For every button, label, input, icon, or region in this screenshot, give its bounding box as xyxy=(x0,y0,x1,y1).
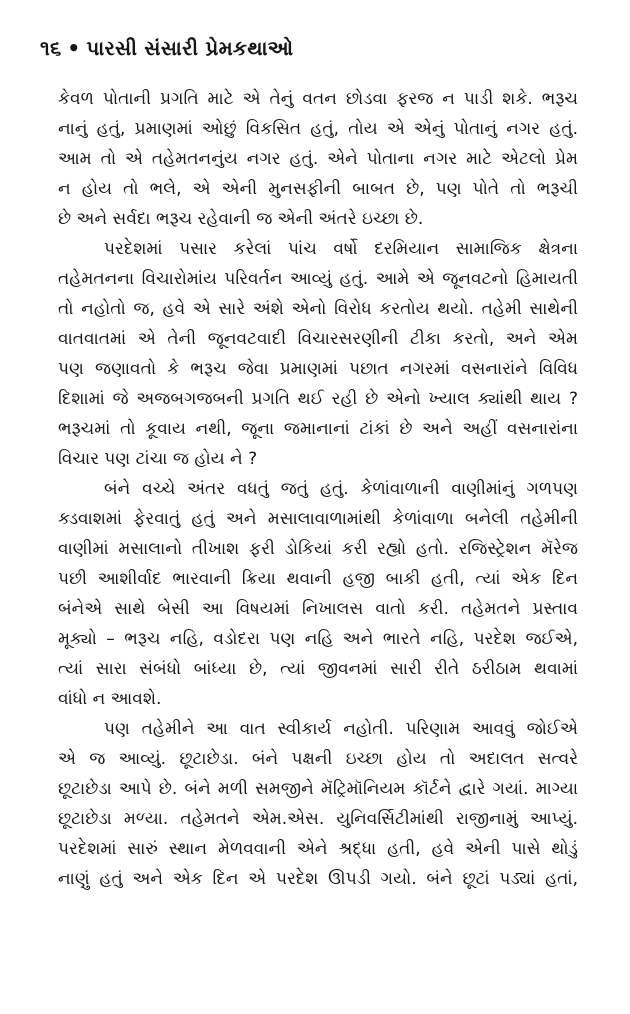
text-line: છૂટાછેડા આપે છે. બંને મળી સમજીને મૅટ્રિમૉનિયમ કૉર્ટને દ્વારે ગયાં. માગ્યા xyxy=(58,779,578,799)
text-line: પરદેશમાં સારું સ્થાન મેળવવાની એને શ્રદ્ધા હતી, હવે એની પાસે થોડું xyxy=(58,839,578,859)
page-number: ૧૬ xyxy=(40,36,62,60)
text-line: નાણું હતું અને એક દિન એ પરદેશ ઊપડી ગયો. બંને છૂટાં પડ્યાં હતાં, xyxy=(58,869,578,889)
text-line: બંનેએ સાથે બેસી આ વિષયમાં નિખાલસ વાતો કરી. તહેમતને પ્રસ્તાવ xyxy=(58,599,578,619)
text-line: દિશામાં જે અજબગજબની પ્રગતિ થઈ રહી છે એનો ખ્યાલ ક્યાંથી થાય ? xyxy=(58,389,578,409)
text-line: ક્ડવાશમાં ફેરવાતું હતું અને મસાલાવાળામાંથી કેળાંવાળા બનેલી તહેમીની xyxy=(58,509,578,529)
text-line: વાણીમાં મસાલાનો તીખાશ ફરી ડોકિયાં કરી રહ્યો હતો. રજિસ્ટ્રેશન મૅરેજ xyxy=(58,539,578,559)
text-line: એ જ આવ્યું. છૂટાછેડા. બંને પક્ષની ઇચ્છા હોય તો અદાલત સત્વરે xyxy=(58,749,578,769)
text-line: તહેમતનના વિચારોમાંય પરિવર્તન આવ્યું હતું. આમે એ જૂનવટનો હિમાયતી xyxy=(58,269,578,289)
text-line: વાંધો ન આવશે. xyxy=(58,689,162,709)
text-line: ન હોય તો ભલે, એ એની મુનસફીની બાબત છે, પણ પોતે તો ભરૂચી xyxy=(58,179,578,199)
text-line: બંને વચ્ચે અંતર વધતું જતું હતું. કેળાંવાળાની વાણીમાંનું ગળપણ xyxy=(104,479,578,499)
text-line: તો નહોતો જ, હવે એ સારે અંશે એનો વિરોધ કરતોય થયો. તહેમી સાથેની xyxy=(58,299,578,319)
text-line: મૂક્યો – ભરૂચ નહિ, વડોદરા પણ નહિ અને ભારતે નહિ, પરદેશ જઈએ, xyxy=(58,629,578,649)
text-line: નાનું હતું, પ્રમાણમાં ઓછું વિકસિત હતું, તોય એ એનું પોતાનું નગર હતું. xyxy=(58,119,578,139)
text-line: કેવળ પોતાની પ્રગતિ માટે એ તેનું વતન છોડવા ફરજ ન પાડી શકે. ભરૂચ xyxy=(58,89,578,109)
text-line: પણ જણાવતો કે ભરૂચ જેવા પ્રમાણમાં પછાત નગરમાં વસનારાંને વિવિધ xyxy=(58,359,578,379)
text-line: પરદેશમાં પસાર કરેલાં પાંચ વર્ષો દરમિયાન સામાજિક ક્ષેત્રના xyxy=(104,239,578,259)
text-line: આમ તો એ તહેમતનનુંય નગર હતું. એને પોતાના નગર માટે એટલો પ્રેમ xyxy=(58,149,578,169)
text-line: ભરૂચમાં તો કૂવાય નથી, જૂના જમાનાનાં ટાંકાં છે અને અહીં વસનારાંના xyxy=(58,419,578,439)
text-line: વિચાર પણ ટાંચા જ હોય ને ? xyxy=(58,449,258,469)
book-title: પારસી સંસારી પ્રેમકથાઓ xyxy=(86,36,294,60)
text-line: પણ તહેમીને આ વાત સ્વીકાર્ય નહોતી. પરિણામ આવવું જોઈએ xyxy=(104,719,578,739)
text-line: છે અને સર્વદા ભરૂચ રહેવાની જ એની અંતરે ઇચ્છા છે. xyxy=(58,209,424,229)
text-line: છૂટાછેડા મળ્યા. તહેમતને એમ.એસ. યુનિવર્સિટીમાંથી રાજીનામું આપ્યું. xyxy=(58,809,578,829)
text-line: પછી આશીર્વાદ ભારવાની ક્રિયા થવાની હજી બાકી હતી, ત્યાં એક દિન xyxy=(58,569,578,589)
page-body xyxy=(58,84,578,894)
text-line: વાતવાતમાં એ તેની જૂનવટવાદી વિચારસરણીની ટીકા કરતો, અને એમ xyxy=(58,329,578,349)
running-header xyxy=(40,36,293,60)
header-separator: • xyxy=(67,36,81,60)
text-line: ત્યાં સારા સંબંધો બાંધ્યા છે, ત્યાં જીવનમાં સારી રીતે ઠરીઠામ થવામાં xyxy=(58,659,578,679)
